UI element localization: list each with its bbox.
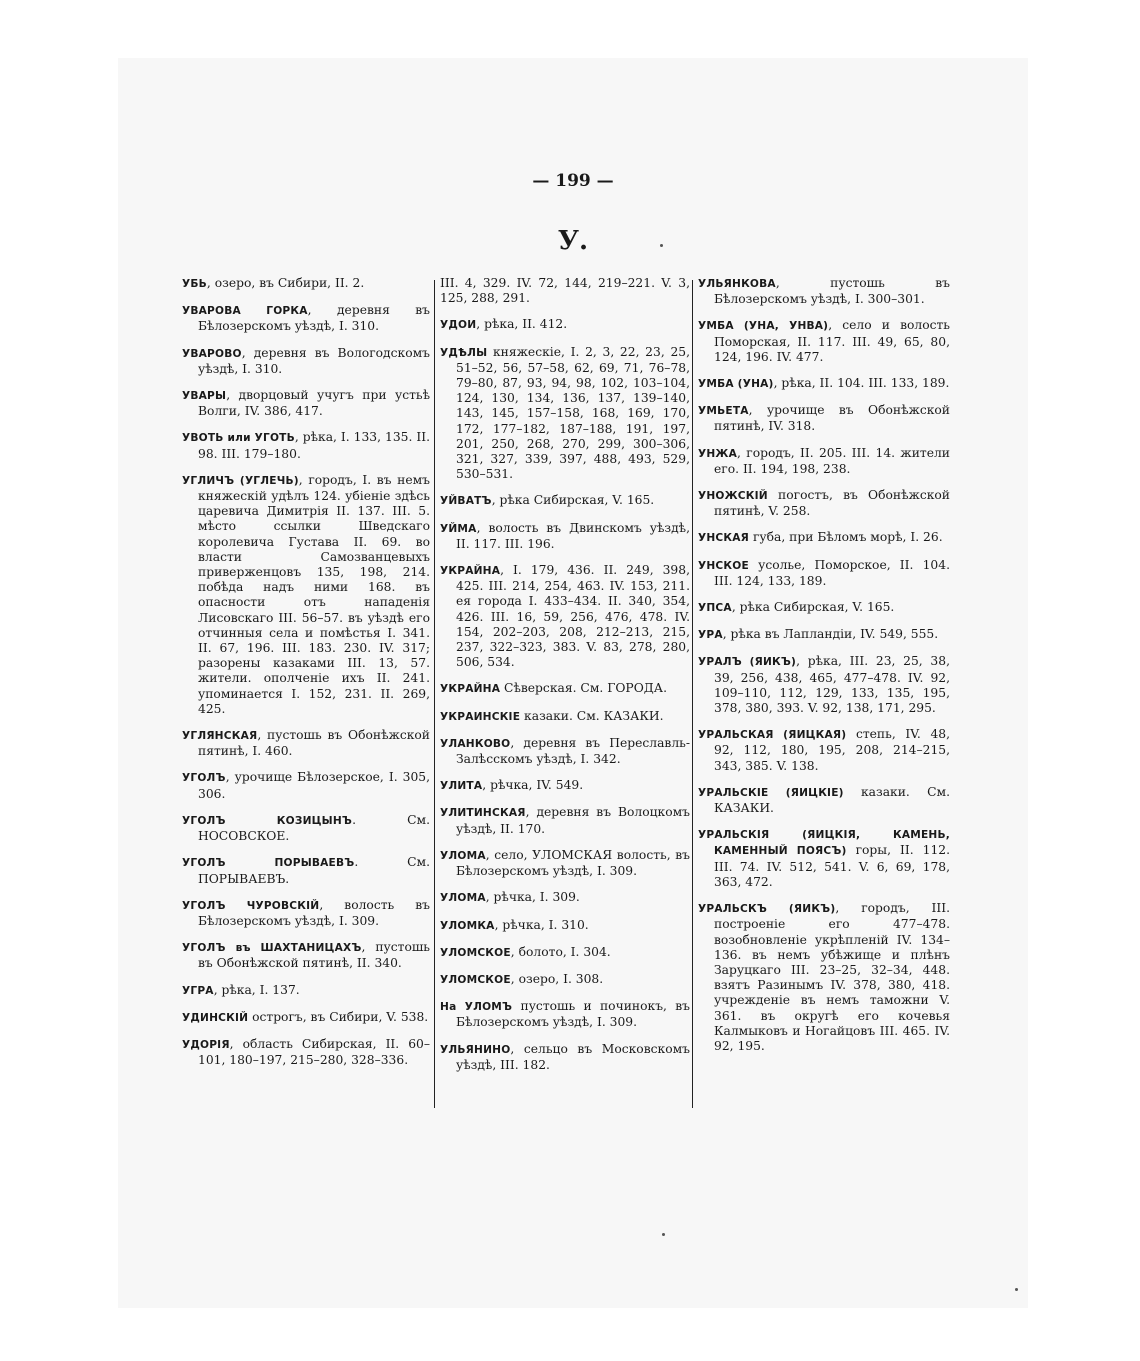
index-entry bbox=[440, 945, 690, 961]
entry-text: , село и волость Поморская, II. 117. III. 49, 65, 80, 124, 196. IV. 477. bbox=[714, 318, 950, 364]
entry-text: острогъ, въ Сибири, V. 538. bbox=[248, 1009, 429, 1024]
entry-headword: УМБА (УНА, УНВА) bbox=[698, 320, 829, 333]
entry-headword: УГРА bbox=[182, 984, 214, 997]
entry-headword: УЙМА bbox=[440, 522, 477, 535]
entry-headword: УГОЛЪ ЧУРОВСКІЙ bbox=[182, 899, 320, 912]
print-speck bbox=[662, 1233, 665, 1236]
entry-headword: УНОЖСКІЙ bbox=[698, 490, 768, 503]
entry-headword: УЛАНКОВО bbox=[440, 737, 511, 750]
index-entry bbox=[698, 558, 950, 589]
entry-text: степь, IV. 48, 92, 112, 180, 195, 208, 214–215, 343, 385. V. 138. bbox=[714, 727, 950, 773]
index-entry bbox=[698, 654, 950, 716]
entry-text: III. 4, 329. IV. 72, 144, 219–221. V. 3, 125, 288, 291. bbox=[440, 276, 690, 306]
entry-text: , пустошь въ Бѣлозерскомъ уѣздѣ, I. 300–301. bbox=[714, 276, 950, 307]
entry-text: , озеро, I. 308. bbox=[510, 971, 604, 986]
entry-text: , озеро, въ Сибири, II. 2. bbox=[206, 276, 365, 290]
entry-text: , урочище въ Обонѣжской пятинѣ, IV. 318. bbox=[714, 403, 950, 434]
entry-text: , пустошь въ Обонѣжской пятинѣ, II. 340. bbox=[198, 940, 430, 971]
index-entry bbox=[698, 785, 950, 816]
entry-headword: УЛОМСКОЕ bbox=[440, 946, 511, 959]
entry-headword: УГЛИЧЪ (УГЛЕЧЬ) bbox=[182, 474, 299, 487]
entry-headword: УКРАИНСКІЕ bbox=[440, 710, 521, 723]
entry-headword: УГОЛЪ въ ШАХТАНИЦАХЪ bbox=[182, 942, 362, 955]
entry-headword: УКРАЙНА bbox=[440, 683, 501, 696]
index-entry bbox=[440, 890, 690, 906]
index-entry bbox=[440, 778, 690, 794]
entry-text: , рѣчка, I. 309. bbox=[485, 890, 580, 905]
index-entry bbox=[698, 827, 950, 890]
entry-text: , рѣчка, I. 310. bbox=[494, 917, 589, 932]
entry-headword: УГОЛЪ bbox=[182, 772, 226, 785]
entry-text: губа, при Бѣломъ морѣ, I. 26. bbox=[749, 530, 943, 545]
index-entry bbox=[698, 530, 950, 546]
entry-headword: УКРАЙНА bbox=[440, 565, 501, 578]
entry-headword: УДѢЛЫ bbox=[440, 346, 488, 359]
page-number: — 199 — bbox=[532, 171, 614, 191]
entry-text: , деревня въ Вологодскомъ уѣздѣ, I. 310. bbox=[198, 345, 430, 376]
entry-headword: УРАЛЬСКЪ (ЯИКЪ) bbox=[698, 903, 836, 916]
index-entry bbox=[440, 918, 690, 934]
entry-text: , рѣка, I. 133, 135. II. 98. III. 179–180. bbox=[198, 430, 430, 461]
entry-text: , рѣка въ Лапландіи, IV. 549, 555. bbox=[722, 627, 939, 642]
entry-headword: УГОЛЪ КОЗИЦЫНЪ bbox=[182, 814, 353, 827]
index-entry bbox=[440, 972, 690, 988]
entry-text: . См. НОСОВСКОЕ. bbox=[198, 812, 431, 844]
index-column-3 bbox=[698, 276, 950, 1065]
entry-text: княжескіе, I. 2, 3, 22, 23, 25, 51–52, 56, 57–58, 62, 69, 71, 76–78, 79–80, 87, 93, 94, 98, 102, 103–104, 124, 130, 134, 136, 137, 139–140, 143, 145, 157–158, 168, 169, 170, 172, 177–182, 187–188, 191, 197, 201, 250, 268, 270, 299, 300–306, 321, 327, 339, 397, 488, 493, 529, 530–531. bbox=[456, 344, 690, 482]
index-entry bbox=[698, 600, 950, 616]
index-entry bbox=[182, 276, 430, 292]
entry-text: , рѣка, II. 104. III. 133, 189. bbox=[773, 376, 950, 391]
entry-headword: УЛОМСКОЕ bbox=[440, 973, 511, 986]
entry-text: , рѣка, III. 23, 25, 38, 39, 256, 438, 465, 477–478. IV. 92, 109–110, 112, 129, 133, 135, 195, 378, 380, 393. V. 92, 138, 171, 295. bbox=[714, 654, 950, 716]
index-entry bbox=[440, 276, 690, 306]
entry-headword: УВАРЫ bbox=[182, 390, 227, 403]
entry-headword: УЛЬЯНКОВА bbox=[698, 278, 776, 290]
print-speck bbox=[660, 244, 663, 247]
column-rule-2 bbox=[692, 280, 693, 1108]
entry-text: горы, II. 112. III. 74. IV. 512, 541. V. 6, 69, 178, 363, 472. bbox=[714, 843, 950, 889]
index-entry bbox=[440, 493, 690, 509]
index-entry bbox=[440, 848, 690, 879]
entry-text: , городъ, II. 205. III. 14. жители его. II. 194, 198, 238. bbox=[714, 445, 950, 476]
index-entry bbox=[440, 736, 690, 767]
index-entry bbox=[440, 681, 690, 697]
index-entry bbox=[440, 999, 690, 1030]
page-sheet bbox=[118, 58, 1028, 1308]
entry-headword: УМЬЕТА bbox=[698, 405, 749, 418]
index-entry bbox=[440, 521, 690, 552]
index-entry bbox=[182, 770, 430, 801]
entry-headword: УРАЛЬСКІЕ (ЯИЦКІЕ) bbox=[698, 786, 844, 799]
index-entry bbox=[182, 855, 430, 886]
entry-headword: УЙВАТЪ bbox=[440, 495, 492, 508]
index-entry bbox=[698, 901, 950, 1054]
entry-text: , рѣчка, IV. 549. bbox=[482, 778, 584, 793]
entry-headword: УВАРОВА ГОРКА bbox=[182, 305, 308, 318]
entry-text: . См. ПОРЫВАЕВЪ. bbox=[198, 855, 430, 886]
entry-headword: УНСКОЕ bbox=[698, 559, 749, 572]
entry-headword: УВОТЬ или УГОТЬ bbox=[182, 432, 295, 445]
entry-headword: УЛОМА bbox=[440, 892, 486, 905]
index-entry bbox=[182, 430, 430, 461]
entry-text: Сѣверская. См. ГОРОДА. bbox=[500, 681, 667, 696]
index-entry bbox=[440, 563, 690, 670]
entry-text: , село, УЛОМСКАЯ волость, въ Бѣлозерскомъ уѣздѣ, I. 309. bbox=[456, 847, 690, 879]
entry-text: , волость въ Двинскомъ уѣздѣ, II. 117. III. 196. bbox=[456, 520, 690, 551]
index-entry bbox=[182, 303, 430, 334]
entry-text: , рѣка Сибирская, V. 165. bbox=[491, 493, 655, 508]
index-entry bbox=[698, 376, 950, 392]
index-entry bbox=[698, 318, 950, 365]
entry-headword: УРАЛЬСКАЯ (ЯИЦКАЯ) bbox=[698, 729, 847, 742]
section-letter: У. bbox=[557, 226, 589, 256]
index-entry bbox=[698, 727, 950, 774]
entry-headword: УНСКАЯ bbox=[698, 532, 750, 545]
entry-text: , деревня въ Бѣлозерскомъ уѣздѣ, I. 310. bbox=[198, 303, 430, 334]
index-entry bbox=[182, 1010, 430, 1026]
index-entry bbox=[182, 473, 430, 717]
entry-text: , рѣка Сибирская, V. 165. bbox=[731, 600, 895, 615]
entry-headword: УБЬ bbox=[182, 278, 207, 290]
entry-headword: На УЛОМЪ bbox=[440, 1001, 513, 1014]
entry-headword: УРАЛЬСКІЯ (ЯИЦКІЯ, КАМЕНЬ, КАМЕННЫЙ ПОЯСЪ) bbox=[698, 829, 950, 858]
index-entry bbox=[182, 940, 430, 971]
index-entry bbox=[440, 709, 690, 725]
index-entry bbox=[182, 728, 430, 759]
column-rule-1 bbox=[434, 280, 435, 1108]
entry-text: , сельцо въ Московскомъ уѣздѣ, III. 182. bbox=[456, 1041, 690, 1072]
entry-text: , городъ, III. построеніе его 477–478. возобновленіе укрѣпленій IV. 134–136. въ немъ убѣжище и плѣнъ Заруцкаго III. 23–25, 32–34, 448. взятъ Разинымъ IV. 378, 380, 418. учрежденіе въ немъ таможни V. 361. въ округѣ его кочевья Калмыковъ и Ногайцовъ III. 465. IV. 92, 195. bbox=[714, 901, 950, 1053]
entry-headword: УНЖА bbox=[698, 447, 738, 460]
index-entry bbox=[440, 317, 690, 333]
entry-text: погостъ, въ Обонѣжской пятинѣ, V. 258. bbox=[714, 488, 950, 519]
index-entry bbox=[440, 345, 690, 483]
index-entry bbox=[698, 446, 950, 477]
index-entry bbox=[182, 388, 430, 419]
index-entry bbox=[182, 898, 430, 929]
entry-text: усолье, Поморское, II. 104. III. 124, 133, 189. bbox=[714, 557, 950, 588]
entry-text: , рѣка, I. 137. bbox=[213, 982, 300, 997]
entry-text: пустошь и починокъ, въ Бѣлозерскомъ уѣздѣ, I. 309. bbox=[456, 999, 690, 1030]
entry-headword: УГОЛЪ ПОРЫВАЕВЪ bbox=[182, 857, 355, 870]
entry-headword: УГЛЯНСКАЯ bbox=[182, 730, 258, 743]
index-column-2 bbox=[440, 276, 690, 1084]
entry-headword: УДОИ bbox=[440, 319, 477, 332]
entry-headword: УЛИТИНСКАЯ bbox=[440, 807, 526, 820]
index-entry bbox=[698, 627, 950, 643]
index-entry bbox=[182, 1037, 430, 1068]
index-column-1 bbox=[182, 276, 430, 1079]
index-entry bbox=[698, 403, 950, 434]
entry-headword: УЛОМКА bbox=[440, 919, 495, 932]
entry-headword: УМБА (УНА) bbox=[698, 378, 774, 391]
entry-headword: УПСА bbox=[698, 602, 732, 615]
entry-text: , деревня въ Переславль-Залѣсскомъ уѣздѣ, I. 342. bbox=[456, 735, 690, 767]
entry-headword: УРА bbox=[698, 629, 723, 642]
entry-text: , волость въ Бѣлозерскомъ уѣздѣ, I. 309. bbox=[198, 897, 430, 928]
index-entry bbox=[440, 805, 690, 836]
entry-headword: УРАЛЪ (ЯИКЪ) bbox=[698, 656, 797, 669]
index-entry bbox=[182, 813, 430, 844]
entry-headword: УДОРІЯ bbox=[182, 1038, 230, 1051]
index-entry bbox=[698, 276, 950, 307]
entry-text: , пустошь въ Обонѣжской пятинѣ, I. 460. bbox=[198, 728, 430, 759]
entry-text: , I. 179, 436. II. 249, 398, 425. III. 214, 254, 463. IV. 153, 211. ея города I. 433–434. II. 340, 354, 426. III. 16, 59, 256, 476, 478. IV. 154, 202–203, 208, 212–213, 215, 237, 322–323, 383. V. 83, 278, 280, 506, 534. bbox=[456, 563, 690, 670]
entry-headword: УЛОМА bbox=[440, 849, 486, 862]
entry-headword: УВАРОВО bbox=[182, 347, 242, 360]
entry-headword: УДИНСКІЙ bbox=[182, 1011, 249, 1024]
entry-text: , болото, I. 304. bbox=[510, 944, 611, 959]
entry-text: , дворцовый учугъ при устьѣ Волги, IV. 386, 417. bbox=[198, 388, 430, 419]
entry-text: казаки. См. КАЗАКИ. bbox=[520, 708, 664, 723]
entry-text: , городъ, I. въ немъ княжескій удѣлъ 124. убіеніе здѣсь царевича Димитрія II. 137. III. 5. мѣсто ссылки Шведскаго королевича Густава II. 69. во власти Самозванцевыхъ приверженцовъ 135, 198, 214. побѣда надъ ними 168. въ опасности отъ нападенія Лисовскаго III. 56–57. въ уѣздѣ его отчинныя села и помѣстья I. 341. II. 67, 196. III. 183. 230. IV. 317; разорены казаками III. 13, 57. жители. ополченіе ихъ II. 241. упоминается I. 152, 231. II. 269, 425. bbox=[198, 472, 430, 716]
entry-headword: УЛИТА bbox=[440, 780, 483, 793]
entry-text: , деревня въ Волоцкомъ уѣздѣ, II. 170. bbox=[456, 805, 690, 836]
index-entry bbox=[182, 983, 430, 999]
index-entry bbox=[698, 488, 950, 519]
index-entry bbox=[182, 346, 430, 377]
entry-text: , область Сибирская, II. 60–101, 180–197, 215–280, 328–336. bbox=[198, 1036, 430, 1068]
entry-text: , урочище Бѣлозерское, I. 305, 306. bbox=[198, 770, 430, 801]
entry-text: , рѣка, II. 412. bbox=[476, 317, 568, 332]
print-speck bbox=[1015, 1288, 1018, 1291]
entry-text: казаки. См. КАЗАКИ. bbox=[714, 784, 950, 816]
index-entry bbox=[440, 1042, 690, 1073]
entry-headword: УЛЬЯНИНО bbox=[440, 1043, 511, 1056]
